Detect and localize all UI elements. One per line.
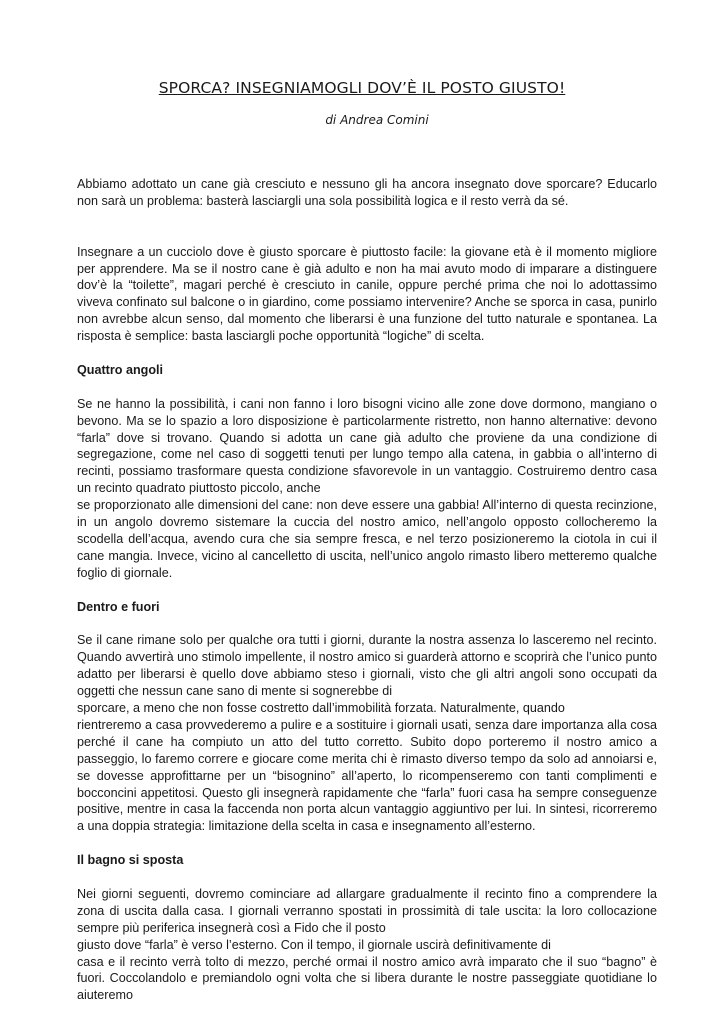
intro-paragraph: Abbiamo adottato un cane già cresciuto e nessuno gli ha ancora insegnato dove sporcare? Educarlo non sarà un problema: basterà lasciargli una sola possibilità logica e il resto verrà da sé.: [77, 177, 657, 208]
section-2-text-c: rientreremo a casa provvederemo a pulire e a sostituire i giornali usati, senza dare importanza alla cosa perché il cane ha compiuto un atto del tutto corretto. Subito dopo porteremo il nostro amico a passeggio, lo faremo correre e giocare come merita chi è rimasto diverso tempo da solo ad annoiarsi e, se dovesse approfittarne per un “bisognino” all’aperto, lo ricompenseremo con tanti complimenti e bocconcini appetitosi. Questo gli insegnerà rapidamente che “farla” fuori casa ha sempre conseguenze positive, mentre in casa la faccenda non porta alcun vantaggio aggiuntivo per lui. In sintesi, ricorreremo a una doppia strategia: limitazione della scelta in casa e insegnamento all’esterno.: [77, 717, 657, 834]
section-heading-dentro-e-fuori: Dentro e fuori: [77, 599, 160, 614]
section-3-text-c: casa e il recinto verrà tolto di mezzo, perché ormai il nostro amico avrà imparato che il suo “bagno” è fuori. Coccolandolo e premiandolo ogni volta che si libera durante le nostre passeggiate quotidiane lo aiuteremo: [77, 954, 657, 1003]
section-2-text-b: sporcare, a meno che non fosse costretto dall’immobilità forzata. Naturalmente, quando: [77, 701, 565, 716]
section-3-paragraph: [77, 886, 657, 1004]
article-title: SPORCA? INSEGNIAMOGLI DOV’È IL POSTO GIUSTO!: [158, 79, 566, 97]
section-3-text-b: giusto dove “farla” è verso l’esterno. Con il tempo, il giornale uscirà definitivamente di: [77, 937, 551, 952]
section-1-text-b: se proporzionato alle dimensioni del cane: non deve essere una gabbia! All’interno di questa recinzione, in un angolo dovremo sistemare la cuccia del nostro amico, nell’angolo opposto collocheremo la scodella dell’acqua, avendo cura che sia sempre fresca, e nel terzo posizioneremo la ciotola in cui il cane mangia. Invece, vicino al cancelletto di uscita, nell’unico angolo rimasto libero metteremo qualche foglio di giornale.: [77, 498, 657, 580]
section-2-paragraph: [77, 632, 657, 835]
section-heading-quattro-angoli: Quattro angoli: [77, 362, 164, 377]
section-1-text-a: Se ne hanno la possibilità, i cani non fanno i loro bisogni vicino alle zone dove dormono, mangiano o bevono. Ma se lo spazio a loro disposizione è particolarmente ristretto, non hanno alternative: devono “farla” dove si trovano. Quando si adotta un cane già adulto che proviene da una condizione di segregazione, come nel caso di soggetti tenuti per lungo tempo alla catena, in gabbia o all’interno di recinti, possiamo trasformare questa condizione sfavorevole in un vantaggio. Costruiremo dentro casa un recinto quadrato piuttosto piccolo, anche: [77, 396, 657, 496]
section-3-text-a: Nei giorni seguenti, dovremo cominciare ad allargare gradualmente il recinto fino a comprendere la zona di uscita dalla casa. I giornali verranno spostati in prossimità di tale uscita: la loro collocazione sempre più periferica insegnerà così a Fido che il posto: [77, 886, 657, 935]
article-author: di Andrea Comini: [325, 113, 429, 127]
paragraph-1: Insegnare a un cucciolo dove è giusto sporcare è piuttosto facile: la giovane età è il momento migliore per apprendere. Ma se il nostro cane è già adulto e non ha mai avuto modo di imparare a distinguere dov’è la “toilette”, magari perché è cresciuto in canile, oppure perché prima che noi lo adottassimo viveva confinato sul balcone o in giardino, come possiamo intervenire? Anche se sporca in casa, punirlo non avrebbe alcun senso, dal momento che liberarsi è una funzione del tutto naturale e spontanea. La risposta è semplice: basta lasciargli poche opportunità “logiche” di scelta.: [77, 244, 657, 344]
section-1-paragraph: [77, 396, 657, 582]
article-body: [77, 176, 657, 1021]
section-2-text-a: Se il cane rimane solo per qualche ora tutti i giorni, durante la nostra assenza lo lasceremo nel recinto. Quando avvertirà uno stimolo impellente, il nostro amico si guarderà attorno e scoprirà che l’unico punto adatto per liberarsi è quello dove abbiamo steso i giornali, visto che gli altri angoli sono occupati da oggetti che nessun cane sano di mente si sognerebbe di: [77, 633, 657, 699]
section-heading-il-bagno-si-sposta: Il bagno si sposta: [77, 853, 184, 868]
